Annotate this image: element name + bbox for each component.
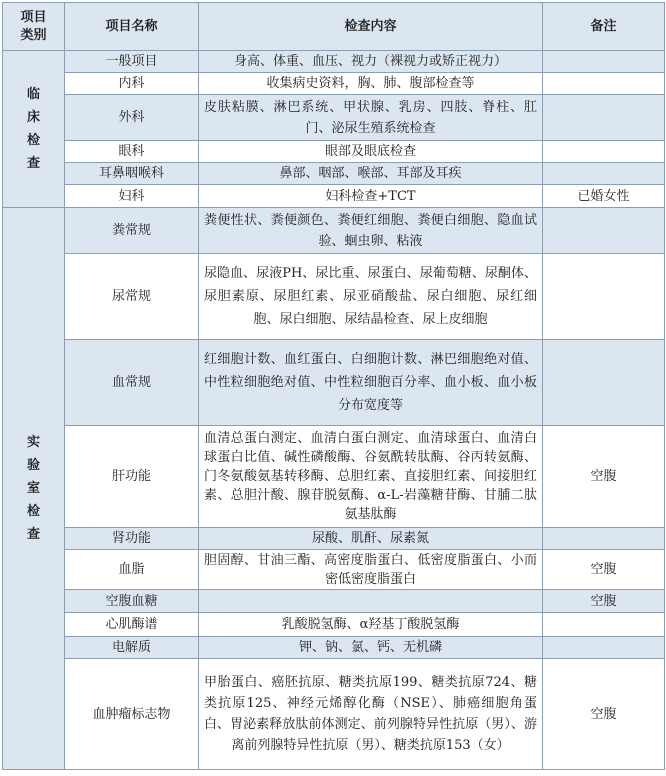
item-content — [199, 590, 543, 613]
item-content: 钾、钠、氯、钙、无机磷 — [199, 637, 543, 659]
item-note — [543, 340, 665, 426]
item-name: 血常规 — [65, 340, 199, 426]
table-row — [3, 73, 665, 95]
item-content: 鼻部、咽部、喉部、耳部及耳疾 — [199, 163, 543, 185]
header-content: 检查内容 — [199, 3, 543, 51]
table-row — [3, 51, 665, 73]
header-note: 备注 — [543, 3, 665, 51]
table-row — [3, 340, 665, 426]
table-row — [3, 528, 665, 550]
item-content: 眼部及眼底检查 — [199, 141, 543, 163]
table-row — [3, 141, 665, 163]
header-category: 项目 类别 — [3, 3, 65, 51]
item-content: 皮肤粘膜、淋巴系统、甲状腺、乳房、四肢、脊柱、肛门、泌尿生殖系统检查 — [199, 95, 543, 141]
item-content: 收集病史资料，胸、肺、腹部检查等 — [199, 73, 543, 95]
table-row — [3, 95, 665, 141]
item-note — [543, 254, 665, 340]
table-row — [3, 613, 665, 637]
item-name: 耳鼻咽喉科 — [65, 163, 199, 185]
header-row — [3, 3, 665, 51]
item-content: 红细胞计数、血红蛋白、白细胞计数、淋巴细胞绝对值、中性粒细胞绝对值、中性粒细胞百分率、血小板、血小板分布宽度等 — [199, 340, 543, 426]
item-content: 血清总蛋白测定、血清白蛋白测定、血清球蛋白、血清白球蛋白比值、碱性磷酸酶、谷氨酰转肽酶、谷丙转氨酶、门冬氨酸氨基转移酶、总胆红素、直接胆红素、间接胆红素、总胆汁酸、腺苷脱氨酶、α-L-岩藻糖苷酶、甘脯二肽氨基肽酶 — [199, 426, 543, 528]
item-content: 尿酸、肌酐、尿素氮 — [199, 528, 543, 550]
item-note: 空腹 — [543, 659, 665, 770]
category-cell-clinical: 临 床 检 查 — [3, 51, 65, 208]
item-name: 空腹血糖 — [65, 590, 199, 613]
item-name: 心肌酶谱 — [65, 613, 199, 637]
table-row — [3, 659, 665, 770]
item-note — [543, 141, 665, 163]
item-note: 空腹 — [543, 590, 665, 613]
item-note: 已婚女性 — [543, 185, 665, 208]
item-note — [543, 163, 665, 185]
exam-items-table — [2, 2, 665, 770]
item-name: 一般项目 — [65, 51, 199, 73]
item-name: 粪常规 — [65, 208, 199, 254]
item-name: 肾功能 — [65, 528, 199, 550]
item-note — [543, 528, 665, 550]
table-row — [3, 185, 665, 208]
table-row — [3, 637, 665, 659]
item-name: 眼科 — [65, 141, 199, 163]
table-row — [3, 426, 665, 528]
item-name: 电解质 — [65, 637, 199, 659]
item-content: 粪便性状、粪便颜色、粪便红细胞、粪便白细胞、隐血试验、蛔虫卵、粘液 — [199, 208, 543, 254]
table-row — [3, 590, 665, 613]
item-name: 血脂 — [65, 550, 199, 590]
header-item-name: 项目名称 — [65, 3, 199, 51]
item-note — [543, 95, 665, 141]
table-row — [3, 163, 665, 185]
item-name: 内科 — [65, 73, 199, 95]
item-name: 外科 — [65, 95, 199, 141]
item-content: 妇科检查+TCT — [199, 185, 543, 208]
item-note — [543, 51, 665, 73]
item-content: 胆固醇、甘油三酯、高密度脂蛋白、低密度脂蛋白、小而密低密度脂蛋白 — [199, 550, 543, 590]
table-row — [3, 254, 665, 340]
item-name: 血肿瘤标志物 — [65, 659, 199, 770]
table-row — [3, 208, 665, 254]
item-note: 空腹 — [543, 550, 665, 590]
item-content: 身高、体重、血压、视力（裸视力或矫正视力） — [199, 51, 543, 73]
item-content: 尿隐血、尿液PH、尿比重、尿蛋白、尿葡萄糖、尿酮体、尿胆素原、尿胆红素、尿亚硝酸盐、尿白细胞、尿红细胞、尿白细胞、尿结晶检查、尿上皮细胞 — [199, 254, 543, 340]
item-note — [543, 637, 665, 659]
item-name: 尿常规 — [65, 254, 199, 340]
table-row — [3, 550, 665, 590]
item-name: 妇科 — [65, 185, 199, 208]
item-name: 肝功能 — [65, 426, 199, 528]
item-note — [543, 613, 665, 637]
item-content: 甲胎蛋白、癌胚抗原、糖类抗原199、糖类抗原724、糖类抗原125、神经元烯醇化酶（NSE）、肺癌细胞角蛋白、胃泌素释放肽前体测定、前列腺特异性抗原（男）、游离前列腺特异性抗原（男）、糖类抗原153（女） — [199, 659, 543, 770]
item-note — [543, 208, 665, 254]
item-note: 空腹 — [543, 426, 665, 528]
item-note — [543, 73, 665, 95]
item-content: 乳酸脱氢酶、α羟基丁酸脱氢酶 — [199, 613, 543, 637]
category-cell-laboratory: 实 验 室 检 查 — [3, 208, 65, 770]
